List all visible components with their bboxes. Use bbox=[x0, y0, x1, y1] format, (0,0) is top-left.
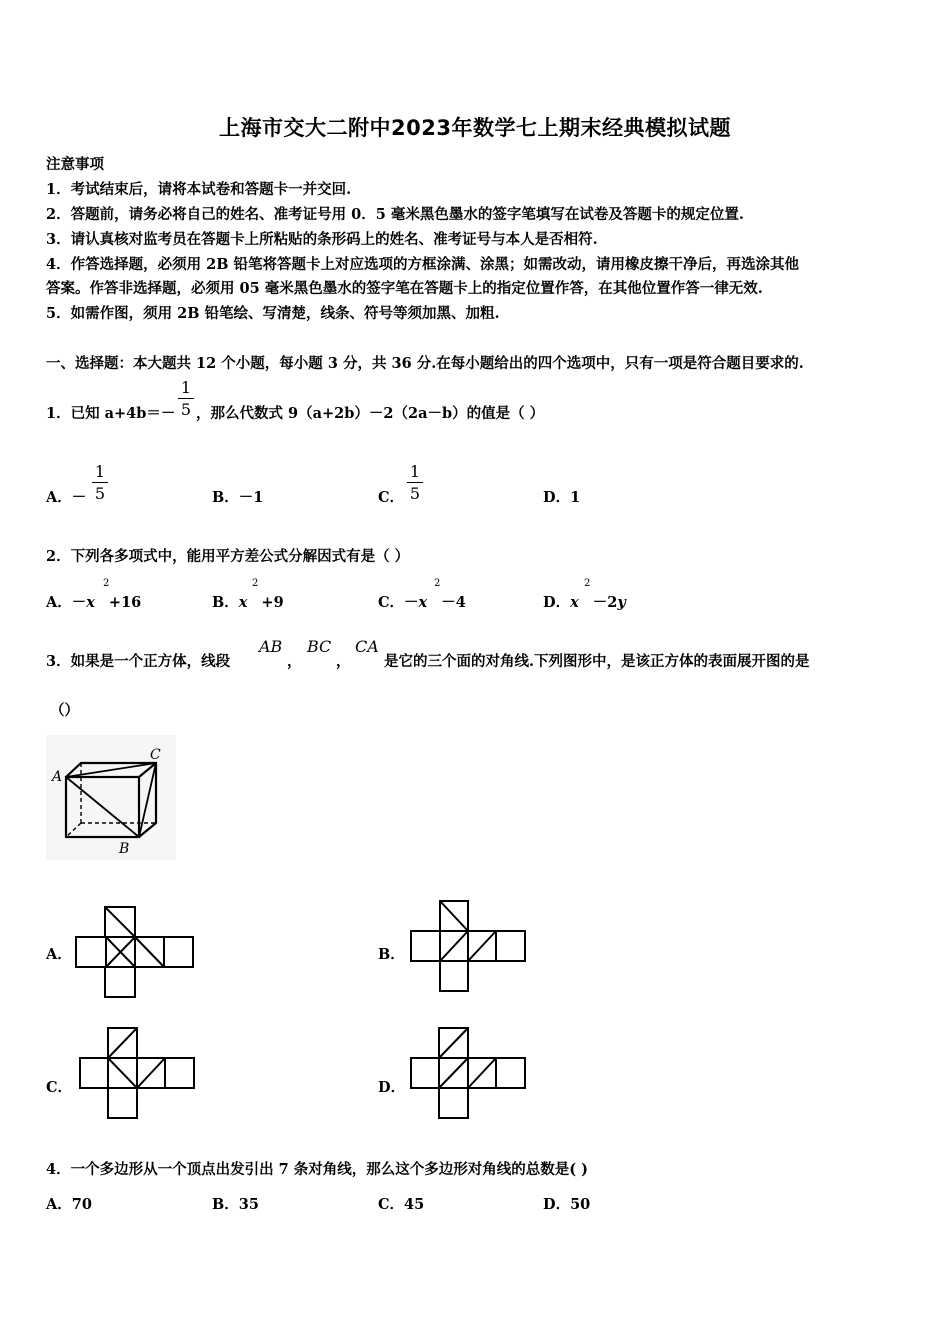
exponent: 2 bbox=[103, 578, 110, 589]
net-option-d bbox=[410, 1027, 528, 1119]
q1-stem-end: ，那么代数式 9（a+2b）－2（2a－b）的值是（ ） bbox=[196, 405, 545, 422]
q1-fraction-denominator: 5 bbox=[180, 400, 192, 419]
comma: ， bbox=[336, 653, 351, 670]
q2-option-b: B．x +9 bbox=[212, 594, 284, 611]
fraction-numerator: 1 bbox=[409, 462, 421, 481]
notice-item: 3．请认真核对监考员在答题卡上所粘贴的条形码上的姓名、准考证号与本人是否相符. bbox=[46, 231, 598, 248]
q2-option-d: D．x －2y bbox=[543, 594, 626, 611]
page-title: 上海市交大二附中2023年数学七上期末经典模拟试题 bbox=[219, 116, 731, 140]
cube-label-a: A bbox=[52, 769, 63, 785]
q1-option-a: A．－ bbox=[46, 489, 87, 506]
q3-stem-end: 是它的三个面的对角线.下列图形中，是该正方体的表面展开图的是 bbox=[384, 653, 810, 670]
notice-item: 4．作答选择题，必须用 2B 铅笔将答题卡上对应选项的方框涂满、涂黑；如需改动，请用橡皮擦干净后，再选涂其他 bbox=[46, 256, 800, 273]
net-option-b bbox=[410, 900, 528, 992]
segment-bc: BC bbox=[307, 637, 332, 656]
q3-stem-start: 3．如果是一个正方体，线段 bbox=[46, 653, 231, 670]
q3-option-b: B． bbox=[378, 946, 405, 963]
comma: ， bbox=[287, 653, 302, 670]
notice-item: 2．答题前，请务必将自己的姓名、准考证号用 0．5 毫米黑色墨水的签字笔填写在试卷及答题卡的规定位置. bbox=[46, 206, 744, 223]
cube-label-c: C bbox=[150, 747, 161, 763]
q4-option-a: A．70 bbox=[46, 1196, 92, 1213]
q3-answer-paren: （） bbox=[50, 702, 79, 719]
q1-option-d: D．1 bbox=[543, 489, 581, 506]
q3-option-c: C． bbox=[46, 1079, 73, 1096]
q1-option-c-fraction bbox=[407, 462, 423, 503]
q4-option-d: D．50 bbox=[543, 1196, 591, 1213]
notice-item: 5．如需作图，须用 2B 铅笔绘、写清楚，线条、符号等须加黑、加粗. bbox=[46, 305, 500, 322]
fraction-denominator: 5 bbox=[409, 484, 421, 503]
exponent: 2 bbox=[434, 578, 441, 589]
net-option-a bbox=[75, 906, 195, 998]
fraction-denominator: 5 bbox=[94, 484, 106, 503]
cube-figure bbox=[46, 735, 176, 860]
notice-item: 1．考试结束后，请将本试卷和答题卡一并交回. bbox=[46, 181, 352, 198]
net-option-c bbox=[79, 1027, 197, 1119]
q4-stem: 4．一个多边形从一个顶点出发引出 7 条对角线，那么这个多边形对角线的总数是( ) bbox=[46, 1161, 589, 1178]
q1-option-c: C． bbox=[378, 489, 405, 506]
fraction-numerator: 1 bbox=[94, 462, 106, 481]
notice-item: 答案。作答非选择题，必须用 05 毫米黑色墨水的签字笔在答题卡上的指定位置作答，在其他位置作答一律无效. bbox=[46, 280, 763, 297]
q3-option-d: D． bbox=[378, 1079, 406, 1096]
q4-option-b: B．35 bbox=[212, 1196, 259, 1213]
section-heading: 一、选择题：本大题共 12 个小题，每小题 3 分，共 36 分.在每小题给出的四个选项中，只有一项是符合题目要求的. bbox=[46, 355, 804, 372]
q4-option-c: C．45 bbox=[378, 1196, 425, 1213]
q2-option-a: A．－x +16 bbox=[46, 594, 142, 611]
q2-option-c: C．－x －4 bbox=[378, 594, 466, 611]
q3-option-a: A． bbox=[46, 946, 72, 963]
notice-heading: 注意事项 bbox=[46, 156, 104, 173]
segment-ab: AB bbox=[259, 637, 283, 656]
exponent: 2 bbox=[252, 578, 259, 589]
cube-label-b: B bbox=[119, 841, 130, 857]
q1-fraction bbox=[178, 378, 194, 419]
q1-stem-start: 1．已知 a+4b＝－ bbox=[46, 405, 176, 422]
segment-ca: CA bbox=[355, 637, 379, 656]
exponent: 2 bbox=[584, 578, 591, 589]
q1-option-a-fraction bbox=[92, 462, 108, 503]
q1-fraction-numerator: 1 bbox=[180, 378, 192, 397]
q2-stem: 2．下列各多项式中，能用平方差公式分解因式有是（ ） bbox=[46, 548, 410, 565]
q1-option-b: B．－1 bbox=[212, 489, 264, 506]
